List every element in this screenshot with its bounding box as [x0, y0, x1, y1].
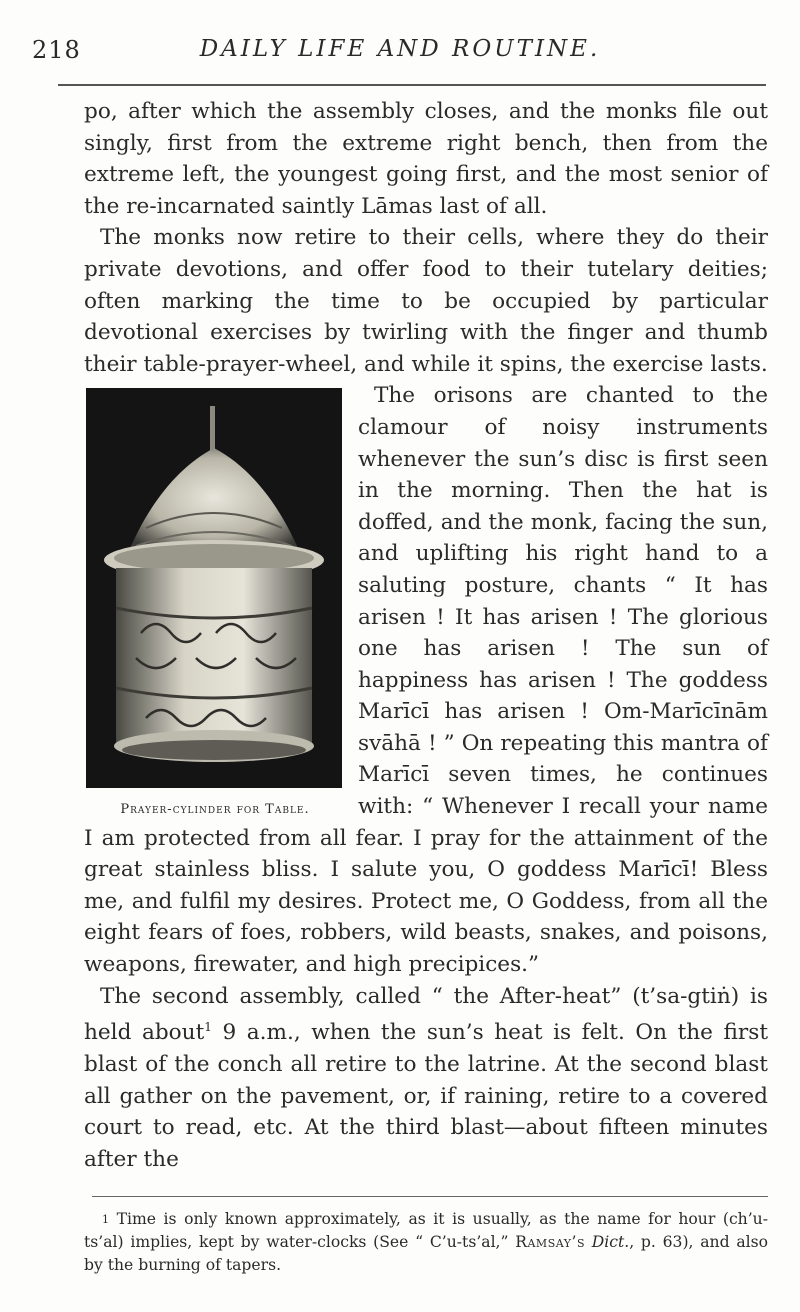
figure — [84, 380, 346, 818]
footnote-text-b: , p. 63), and also by the burning of tapers. — [84, 1233, 769, 1274]
footnote-title: Dict. — [591, 1233, 630, 1251]
paragraph-2 — [84, 222, 768, 380]
footnote-reference: 1 — [204, 1020, 212, 1035]
body-text — [84, 96, 768, 1175]
page-number: 218 — [32, 36, 81, 64]
footnote-author: Ramsay’s — [515, 1233, 585, 1251]
header-rule — [58, 84, 766, 86]
footnote-text-a: Time is only known approximately, as it is usually, as the name for hour (ch’u-ts’al) implies, kept by water-clocks (See “ C’u-ts’al,” — [84, 1210, 768, 1251]
page-header — [0, 36, 800, 76]
footnote-marker: 1 — [102, 1213, 109, 1226]
paragraph-3: The orisons are chanted to the clamour of noisy instruments whenever the sun’s disc is first seen in the morning. Then the hat is doffed, and the monk, facing the sun, and uplifting his right hand to a saluting posture, chants “ It has arisen ! It has arisen ! The glorious one has arisen ! The sun of happiness has arisen ! The goddess Marīcī has arisen ! Om-Marīcīnām svāhā ! ” On repeating this mantra of Marīcī seven times, he continues with: “ Whenever I recall your name I am protected from all fear. I pray for the attainment of the great stainless bliss. I salute you, O goddess Marīcī! Bless me, and fulfil my desires. Protect me, O Goddess, from all the eight fears of foes, robbers, wild beasts, snakes, and poisons, weapons, firewater, and high precipices.” — [84, 383, 768, 978]
figure-caption: Prayer-cylinder for Table. — [120, 802, 310, 818]
paragraph-1: po, after which the assembly closes, and the monks file out singly, first from the extreme right bench, then from the extreme left, the youngest going first, and the most senior of the re-incarnated saintly Lāmas last of all. — [84, 99, 768, 219]
footnote-rule — [92, 1196, 768, 1197]
paragraph-4-text-a: The second assembly, called “ the After-heat” (t’sa-gtiṅ) is held about — [84, 983, 768, 1046]
paragraph-4 — [84, 981, 768, 1176]
footnote — [84, 1208, 768, 1277]
prayer-cylinder-illustration — [86, 388, 342, 788]
paragraph-4-text-b: 9 a.m., when the sun’s heat is felt. On the first blast of the conch all retire to the latrine. At the second blast all gather on the pavement, or, if raining, retire to a covered court to read, etc. At the third blast—about fifteen minutes after the — [84, 1020, 768, 1172]
paragraph-2-text: The monks now retire to their cells, where they do their private devotions, and offer food to their tutelary deities; often marking the time to be occupied by particular devotional exercises by twirling with the finger and thumb their table-prayer-wheel, and while it spins, the exercise lasts. — [84, 225, 768, 377]
running-head: DAILY LIFE AND ROUTINE. — [199, 36, 601, 62]
